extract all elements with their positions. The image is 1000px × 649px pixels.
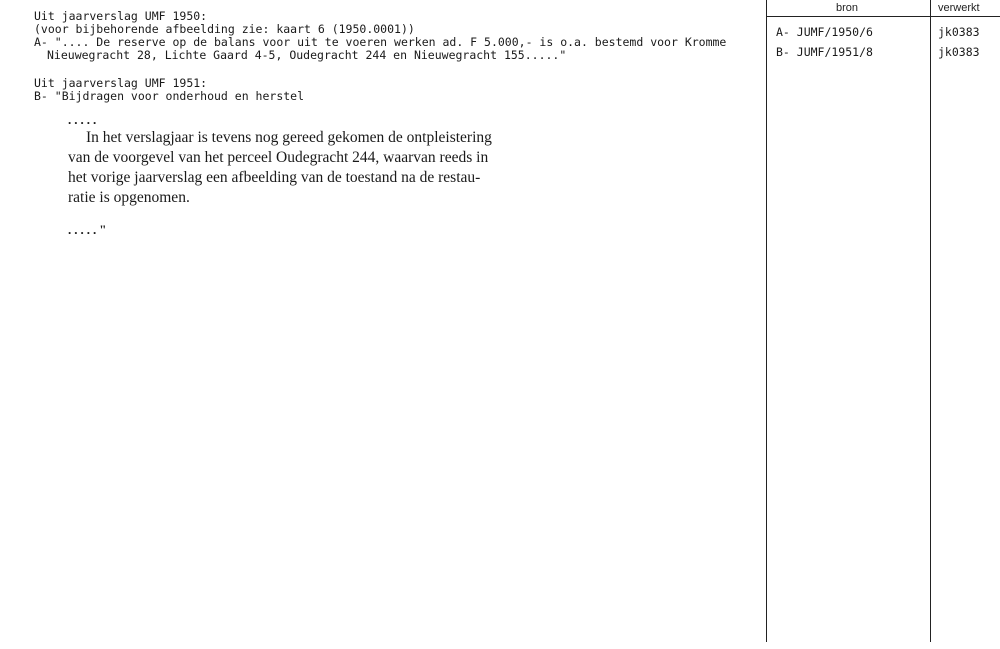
report-1951-quote-intro: B- "Bijdragen voor onderhoud en herstel (34, 89, 305, 103)
verwerkt-column-header: verwerkt (938, 2, 980, 14)
processed-code-b: jk0383 (938, 45, 980, 59)
processed-code-a: jk0383 (938, 25, 980, 39)
header-underline (766, 16, 1000, 17)
column-divider-right (930, 0, 931, 642)
report-1950-note: (voor bijbehorende afbeelding zie: kaart 6 (1950.0001)) (34, 22, 415, 36)
ellipsis-top: ..... (68, 112, 100, 127)
ellipsis-bottom: ....." (68, 222, 110, 237)
bron-column-header: bron (836, 2, 859, 14)
quote-line-1: In het verslagjaar is tevens nog gereed gekomen de ontpleistering (86, 129, 492, 146)
column-divider-left (766, 0, 767, 642)
report-1950-heading: Uit jaarverslag UMF 1950: (34, 9, 208, 23)
quoted-paragraph (68, 128, 588, 208)
source-entry-b: B- JUMF/1951/8 (776, 45, 873, 59)
report-1951-heading: Uit jaarverslag UMF 1951: (34, 76, 208, 90)
source-entry-a: A- JUMF/1950/6 (776, 25, 873, 39)
quote-line-4: ratie is opgenomen. (68, 189, 190, 206)
quote-line-3: het vorige jaarverslag een afbeelding van de toestand na de restau- (68, 169, 481, 186)
report-1950-quote-line2: Nieuwegracht 28, Lichte Gaard 4-5, Oudegracht 244 en Nieuwegracht 155....." (47, 48, 567, 62)
quote-line-2: van de voorgevel van het perceel Oudegracht 244, waarvan reeds in (68, 149, 489, 166)
report-1950-quote-line1: A- ".... De reserve op de balans voor uit te voeren werken ad. F 5.000,- is o.a. bestemd voor Kromme (34, 35, 727, 49)
